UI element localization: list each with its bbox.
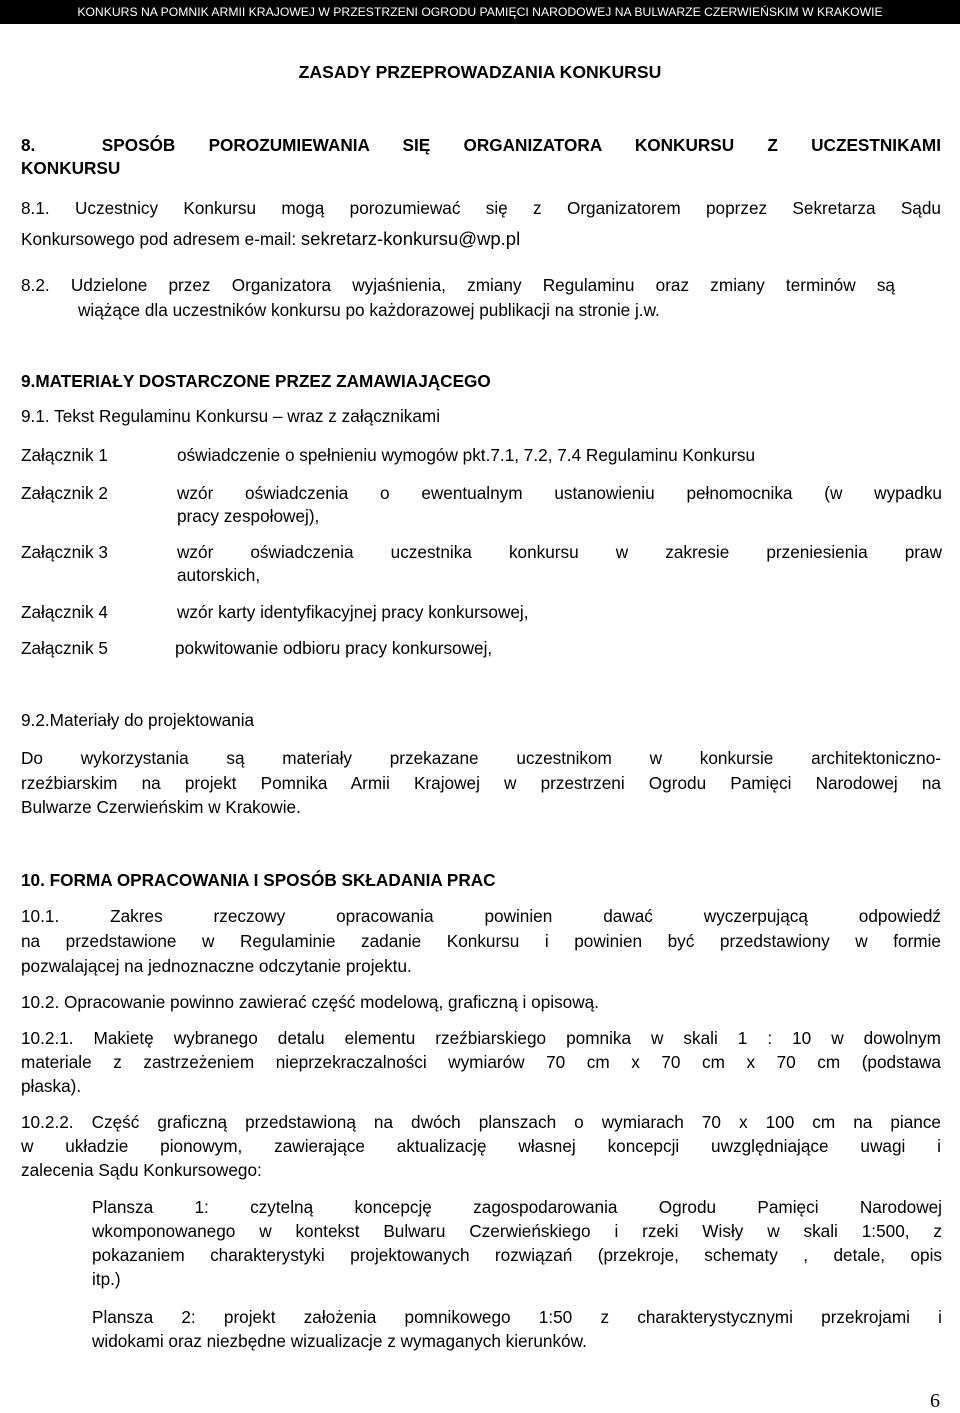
plansza-2-line2: widokami oraz niezbędne wizualizacje z wymaganych kierunków. [92, 1331, 587, 1351]
email-link[interactable]: sekretarz-konkursu@wp.pl [300, 228, 521, 249]
paragraph-10-2-1-line1: 10.2.1. Makietę wybranego detalu elementu rzeźbiarskiego pomnika w skali 1 : 10 w dowolnym [21, 1028, 941, 1048]
attachment-2-desc-line1: wzór oświadczenia o ewentualnym ustanowieniu pełnomocnika (w wypadku [177, 483, 942, 503]
attachment-3-desc-line2: autorskich, [177, 565, 261, 585]
plansza-1-line1: Plansza 1: czytelną koncepcję zagospodarowania Ogrodu Pamięci Narodowej [92, 1197, 942, 1217]
paragraph-10-2-2-line1: 10.2.2. Część graficzną przedstawioną na dwóch planszach o wymiarach 70 x 100 cm na piance [21, 1112, 941, 1132]
page-number: 6 [930, 1390, 940, 1412]
plansza-1-line4: itp.) [92, 1269, 121, 1289]
paragraph-10-2: 10.2. Opracowanie powinno zawierać część modelową, graficzną i opisową. [21, 992, 599, 1012]
paragraph-10-1-line2: na przedstawione w Regulaminie zadanie Konkursu i powinien być przedstawiony w formie [21, 931, 941, 951]
paragraph-9-2-title: 9.2.Materiały do projektowania [21, 710, 255, 730]
plansza-1-line3: pokazaniem charakterystyki projektowanych rozwiązań (przekroje, schematy , detale, opis [92, 1245, 942, 1265]
attachment-5-label: Załącznik 5 [21, 638, 108, 658]
paragraph-8-1-line2 [21, 227, 520, 251]
plansza-1-line2: wkomponowanego w kontekst Bulwaru Czerwieńskiego i rzeki Wisły w skali 1:500, z [92, 1221, 942, 1241]
attachment-1-desc: oświadczenie o spełnieniu wymogów pkt.7.1, 7.2, 7.4 Regulaminu Konkursu [177, 445, 756, 465]
paragraph-9-1: 9.1. Tekst Regulaminu Konkursu – wraz z załącznikami [21, 406, 441, 426]
paragraph-9-2-line2: rzeźbiarskim na projekt Pomnika Armii Krajowej w przestrzeni Ogrodu Pamięci Narodowej na [21, 773, 941, 793]
paragraph-10-2-1-line3: płaska). [21, 1076, 82, 1096]
section-10-heading: 10. FORMA OPRACOWANIA I SPOSÓB SKŁADANIA PRAC [21, 870, 496, 890]
paragraph-10-2-2-line3: zalecenia Sądu Konkursowego: [21, 1160, 262, 1180]
paragraph-10-2-1-line2: materiale z zastrzeżeniem nieprzekraczalności wymiarów 70 cm x 70 cm x 70 cm (podstawa [21, 1052, 941, 1072]
section-8-heading-line1: 8. SPOSÓB POROZUMIEWANIA SIĘ ORGANIZATORA KONKURSU Z UCZESTNIKAMI [21, 135, 941, 155]
header-text: KONKURS NA POMNIK ARMII KRAJOWEJ W PRZESTRZENI OGRODU PAMIĘCI NARODOWEJ NA BULWARZE CZERWIEŃSKIM W KRAKOWIE [77, 5, 883, 19]
attachment-5-desc: pokwitowanie odbioru pracy konkursowej, [175, 638, 493, 658]
document-header-bar [0, 0, 960, 24]
paragraph-10-2-2-line2: w układzie pionowym, zawierające aktualizację własnej koncepcji uwzględniające uwagi i [21, 1136, 941, 1156]
section-9-heading: 9.MATERIAŁY DOSTARCZONE PRZEZ ZAMAWIAJĄCEGO [21, 371, 491, 391]
paragraph-8-1-line1: 8.1. Uczestnicy Konkursu mogą porozumiewać się z Organizatorem poprzez Sekretarza Sądu [21, 198, 941, 218]
attachment-4-label: Załącznik 4 [21, 602, 108, 622]
attachment-3-desc-line1: wzór oświadczenia uczestnika konkursu w zakresie przeniesienia praw [177, 542, 942, 562]
section-8-heading-line2: KONKURSU [21, 158, 121, 178]
plansza-2-line1: Plansza 2: projekt założenia pomnikowego 1:50 z charakterystycznymi przekrojami i [92, 1307, 942, 1327]
paragraph-8-2-line1: 8.2. Udzielone przez Organizatora wyjaśnienia, zmiany Regulaminu oraz zmiany terminów są [21, 275, 895, 295]
attachment-2-label: Załącznik 2 [21, 483, 108, 503]
attachment-2-desc-line2: pracy zespołowej), [177, 506, 320, 526]
paragraph-10-1-line3: pozwalającej na jednoznaczne odczytanie projektu. [21, 956, 412, 976]
document-title: ZASADY PRZEPROWADZANIA KONKURSU [298, 62, 662, 82]
paragraph-10-1-line1: 10.1. Zakres rzeczowy opracowania powinien dawać wyczerpującą odpowiedź [21, 906, 941, 926]
paragraph-8-1-text: Konkursowego pod adresem e-mail: [21, 229, 301, 249]
paragraph-8-2-line2: wiążące dla uczestników konkursu po każdorazowej publikacji na stronie j.w. [78, 300, 660, 320]
attachment-1-label: Załącznik 1 [21, 445, 108, 465]
paragraph-9-2-line3: Bulwarze Czerwieńskim w Krakowie. [21, 797, 301, 817]
attachment-3-label: Załącznik 3 [21, 542, 108, 562]
attachment-4-desc: wzór karty identyfikacyjnej pracy konkursowej, [177, 602, 529, 622]
paragraph-9-2-line1: Do wykorzystania są materiały przekazane uczestnikom w konkursie architektoniczno- [21, 748, 941, 768]
